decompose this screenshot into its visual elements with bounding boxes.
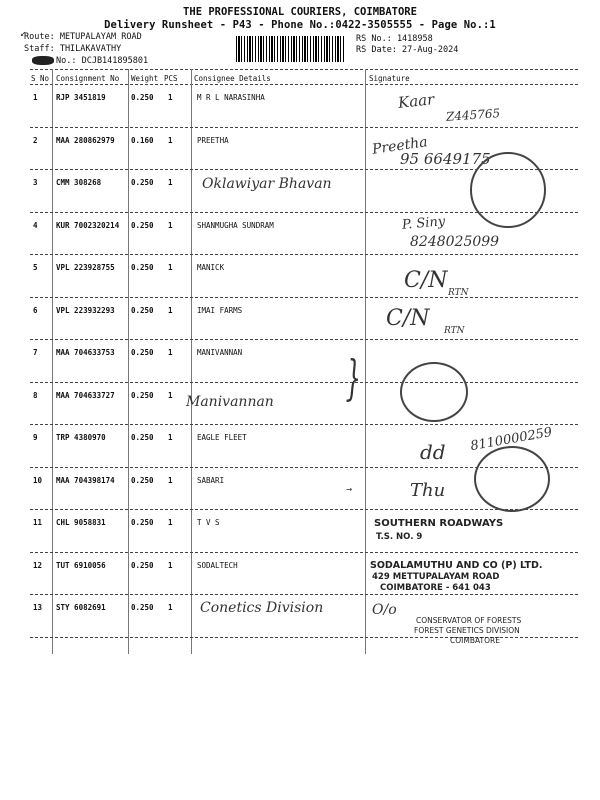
handwritten-consignee: Conetics Division	[200, 600, 324, 616]
company-stamp: SODALAMUTHU AND CO (P) LTD.	[370, 560, 543, 571]
cell-consignee: SHANMUGHA SUNDRAM	[197, 220, 274, 230]
cell-sno: 10	[33, 475, 43, 485]
cell-weight: 0.250	[131, 560, 154, 570]
rs-date: RS Date: 27-Aug-2024	[356, 45, 459, 55]
cell-pcs: 1	[168, 433, 173, 442]
cell-consignment: TUT 6910056	[56, 560, 106, 570]
cell-consignee: SABARI	[197, 475, 225, 485]
cell-sno: 8	[33, 390, 38, 400]
handwritten-mark: C/N	[386, 306, 430, 331]
round-seal-stamp	[474, 446, 550, 512]
cell-consignment: MAA 704398174	[56, 475, 115, 485]
rs-number: RS No.: 1418958	[356, 34, 433, 44]
cell-pcs: 1	[168, 348, 173, 357]
col-divider	[128, 69, 129, 654]
cell-consignee: MANICK	[197, 263, 225, 272]
company-stamp: SOUTHERN ROADWAYS	[374, 518, 504, 529]
cell-consignment: MAA 704633753	[56, 348, 115, 357]
handwritten-note: O/o	[372, 602, 397, 618]
header-bottom-border	[30, 84, 578, 85]
cell-consignment: RJP 3451819	[56, 93, 106, 102]
cell-consignee: PREETHA	[197, 135, 229, 145]
col-header-consignee: Consignee Details	[194, 74, 271, 83]
cell-pcs: 1	[168, 305, 173, 315]
handwritten-consignee: Oklawiyar Bhavan	[202, 176, 332, 192]
handwritten-signature: P. Siny	[401, 214, 446, 233]
cell-weight: 0.250	[131, 220, 154, 230]
cell-sno: 11	[33, 518, 43, 527]
cell-sno: 7	[33, 348, 38, 357]
cell-consignment: CHL 9058831	[56, 518, 106, 527]
cell-weight: 0.250	[131, 433, 154, 442]
company-stamp-line: 429 METTUPALAYAM ROAD	[372, 572, 500, 582]
cell-consignee: T V S	[197, 518, 220, 527]
cell-consignee: MANIVANNAN	[197, 348, 243, 357]
office-stamp-line: FOREST GENETICS DIVISION	[414, 626, 520, 635]
barcode	[236, 36, 344, 62]
handwritten-note: RTN	[448, 288, 469, 298]
brace-mark: }	[345, 350, 361, 406]
cell-weight: 0.250	[131, 178, 154, 187]
cell-sno: 4	[33, 220, 38, 230]
row-divider	[30, 594, 578, 595]
cell-weight: 0.250	[131, 348, 154, 357]
cell-pcs: 1	[168, 178, 173, 187]
handwritten-number: 8110000259	[469, 424, 554, 455]
col-divider	[365, 69, 366, 654]
cell-consignment: MAA 280862979	[56, 135, 115, 145]
cell-weight: 0.250	[131, 305, 154, 315]
row-divider	[30, 552, 578, 553]
office-stamp-line: COIMBATORE	[450, 636, 500, 645]
cell-pcs: 1	[168, 603, 173, 612]
cell-sno: 13	[33, 603, 43, 612]
cell-pcs: 1	[168, 560, 173, 570]
cell-consignment: TRP 4380970	[56, 433, 106, 442]
dcj-number: No.: DCJB141895801	[56, 56, 149, 66]
col-header-weight: Weight	[131, 74, 159, 83]
cell-pcs: 1	[168, 475, 173, 485]
cell-consignment: KUR 7002320214	[56, 220, 120, 230]
cell-pcs: 1	[168, 390, 173, 400]
cell-weight: 0.250	[131, 603, 154, 612]
handwritten-consignee: Manivannan	[186, 394, 274, 410]
runsheet-subtitle: Delivery Runsheet - P43 - Phone No.:0422-3505555 - Page No.:1	[104, 19, 496, 31]
cell-consignee: SODALTECH	[197, 560, 238, 570]
handwritten-number: 95 6649175	[400, 150, 491, 168]
handwritten-signature: Kaar	[397, 90, 436, 112]
col-header-pcs: PCS	[164, 74, 178, 83]
check-mark: ↙	[20, 28, 27, 39]
cell-sno: 12	[33, 560, 43, 570]
handwritten-signature: dd	[420, 440, 446, 464]
row-divider	[30, 424, 578, 425]
cell-consignee: M R L NARASINHA	[197, 93, 265, 102]
cell-sno: 2	[33, 135, 38, 145]
round-seal-stamp	[400, 362, 468, 422]
company-title: THE PROFESSIONAL COURIERS, COIMBATORE	[183, 6, 417, 18]
col-divider	[191, 69, 192, 654]
cell-sno: 3	[33, 178, 38, 187]
col-header-signature: Signature	[369, 74, 410, 83]
cell-weight: 0.250	[131, 475, 154, 485]
ink-smudge	[32, 56, 54, 65]
col-header-consignment: Consignment No	[56, 74, 120, 83]
cell-consignment: VPL 223932293	[56, 305, 115, 315]
row-divider	[30, 339, 578, 340]
row-divider	[30, 127, 578, 128]
row-divider	[30, 254, 578, 255]
company-stamp-line: T.S. NO. 9	[376, 532, 423, 542]
cell-weight: 0.250	[131, 390, 154, 400]
staff-label: Staff: THILAKAVATHY	[24, 44, 122, 54]
handwritten-number: 8248025099	[410, 234, 500, 250]
route-label: Route: METUPALAYAM ROAD	[24, 32, 142, 42]
cell-consignee: EAGLE FLEET	[197, 433, 247, 442]
cell-consignment: VPL 223928755	[56, 263, 115, 272]
cell-weight: 0.250	[131, 93, 154, 102]
cell-pcs: 1	[168, 135, 173, 145]
handwritten-signature: Preetha	[371, 134, 429, 158]
cell-weight: 0.250	[131, 263, 154, 272]
round-seal-stamp	[470, 152, 546, 228]
cell-sno: 9	[33, 433, 38, 442]
cell-consignment: MAA 704633727	[56, 390, 115, 400]
handwritten-signature: Thu	[410, 480, 446, 501]
cell-pcs: 1	[168, 220, 173, 230]
cell-pcs: 1	[168, 518, 173, 527]
handwritten-number: Z445765	[445, 106, 501, 124]
cell-weight: 0.160	[131, 135, 154, 145]
cell-sno: 1	[33, 93, 38, 102]
company-stamp-line: COIMBATORE - 641 043	[380, 583, 491, 593]
cell-consignee: IMAI FARMS	[197, 305, 243, 315]
cell-pcs: 1	[168, 263, 173, 272]
cell-consignment: CMM 308268	[56, 178, 102, 187]
cell-weight: 0.250	[131, 518, 154, 527]
row-divider	[30, 382, 578, 383]
handwritten-mark: C/N	[404, 268, 448, 293]
col-header-sno: S No	[31, 74, 50, 83]
col-divider	[52, 69, 53, 654]
cell-sno: 5	[33, 263, 38, 272]
cell-sno: 6	[33, 305, 38, 315]
handwritten-note: RTN	[444, 326, 465, 336]
table-top-border	[30, 69, 578, 70]
cell-consignment: STY 6082691	[56, 603, 106, 612]
arrow-mark: →	[346, 484, 353, 495]
office-stamp: CONSERVATOR OF FORESTS	[416, 616, 522, 625]
cell-pcs: 1	[168, 93, 173, 102]
row-divider	[30, 297, 578, 298]
